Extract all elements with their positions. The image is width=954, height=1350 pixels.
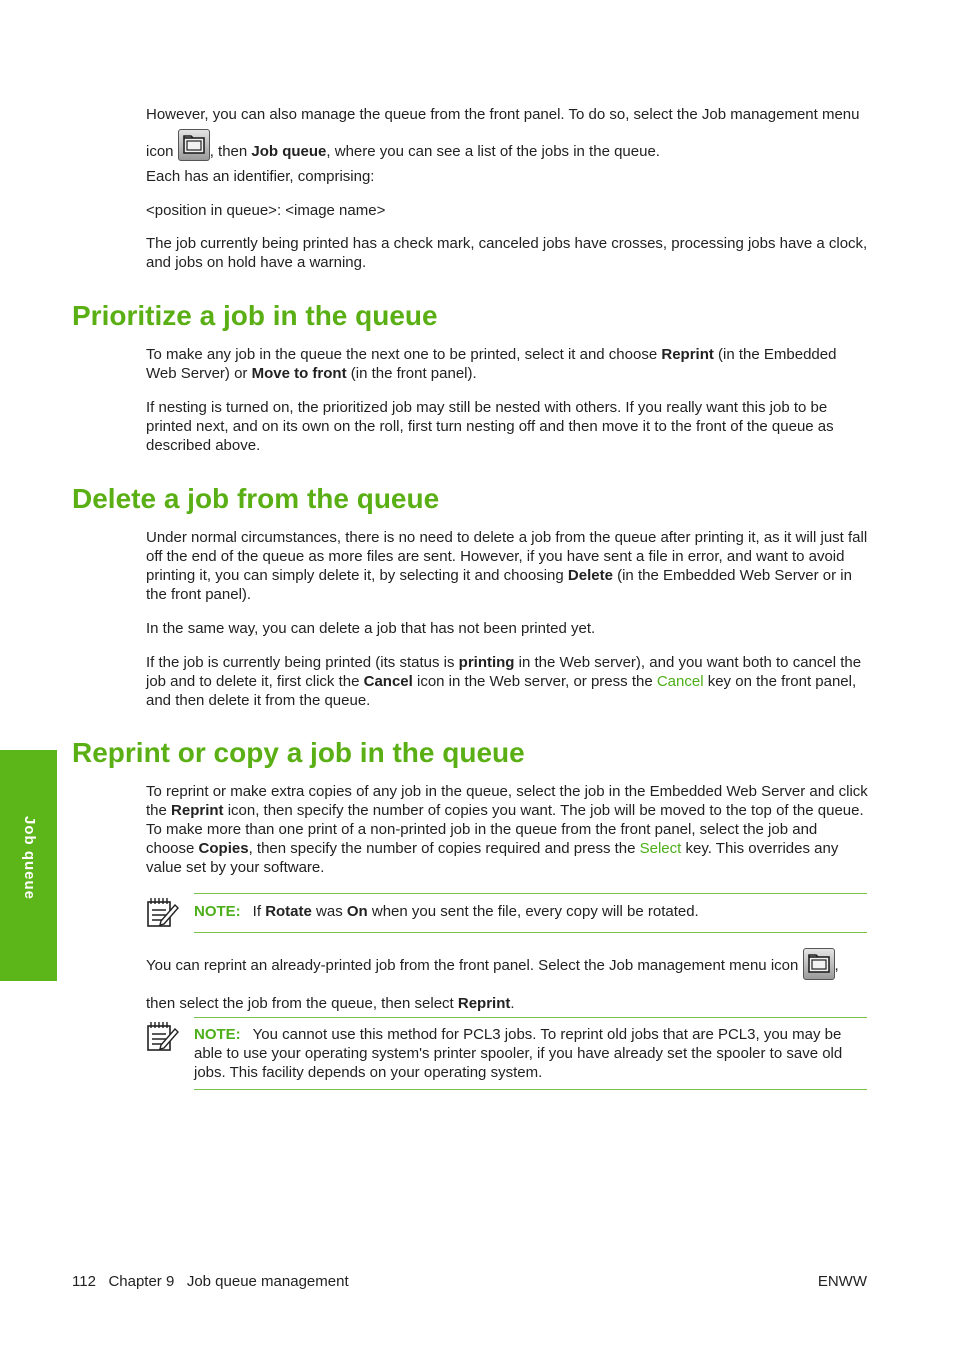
prioritize-paragraph-1: To make any job in the queue the next one to be printed, select it and choose Reprint (in the Embedded Web Server) or Move to front (in the front panel). <box>146 346 837 382</box>
heading-prioritize: Prioritize a job in the queue <box>72 300 438 331</box>
note-label: NOTE: <box>194 903 241 920</box>
note-label: NOTE: <box>194 1026 241 1043</box>
footer-chapter: Chapter 9 <box>108 1273 175 1290</box>
intro-paragraph-2: Each has an identifier, comprising: <box>146 168 375 185</box>
prioritize-paragraph-2: If nesting is turned on, the prioritized job may still be nested with others. If you really want this job to be printed next, and on its own on the roll, first turn nesting off and then move it to the front of the queue as described above. <box>146 399 834 454</box>
footer-right: ENWW <box>817 1273 867 1290</box>
intro-text: However, you can also manage the queue from the front panel. To do so, select the Job management menu icon <box>146 106 860 160</box>
reprint-paragraph-1: To reprint or make extra copies of any job in the queue, select the job in the Embedded Web Server and click the Reprint icon, then specify the number of copies you want. The job will be moved to the top of the queue. To make more than one print of a non-printed job in the queue from the front panel, select the job and choose Copies, then specify the number of copies required and press the Select key. This overrides any value set by your software. <box>146 783 868 876</box>
job-management-menu-icon <box>178 129 210 161</box>
reprint-paragraph-2: You can reprint an already-printed job from the front panel. Select the Job management menu icon , then select the job from the queue, then select Reprint. <box>146 947 868 1023</box>
intro-paragraph-1: However, you can also manage the queue from the front panel. To do so, select the Job management menu icon , then Job queue, where you can see a list of the jobs in the queue. <box>146 106 860 160</box>
chapter-side-tab-label: Job queue <box>21 816 38 901</box>
delete-paragraph-3: If the job is currently being printed (its status is printing in the Web server), and you want both to cancel the job and to delete it, first click the Cancel icon in the Web server, or press the Cancel key on the front panel, and then delete it from the queue. <box>146 654 862 709</box>
footer-chapter-title: Job queue management <box>186 1273 349 1290</box>
note-rotate <box>194 893 867 933</box>
cancel-key-label: Cancel <box>656 673 704 690</box>
intro-paragraph-3: <position in queue>: <image name> <box>146 202 386 219</box>
note-rotate-text: NOTE: If Rotate was On when you sent the file, every copy will be rotated. <box>194 903 699 920</box>
footer-left <box>72 1272 349 1291</box>
delete-paragraph-1: Under normal circumstances, there is no need to delete a job from the queue after printing it, as it will just fall off the end of the queue as more files are sent. However, if you have sent a file in error, and want to avoid printing it, you can simply delete it, by selecting it and choosing Delete (in the Embedded Web Server or in the front panel). <box>146 529 868 603</box>
intro-paragraph-4: The job currently being printed has a check mark, canceled jobs have crosses, processing jobs have a clock, and jobs on hold have a warning. <box>146 235 868 271</box>
delete-paragraph-2: In the same way, you can delete a job that has not been printed yet. <box>146 620 596 637</box>
note-pcl3-text: NOTE: You cannot use this method for PCL3 jobs. To reprint old jobs that are PCL3, you may be able to use your operating system's printer spooler, if you have already set the spooler to save old jobs. This facility depends on your operating system. <box>194 1026 843 1081</box>
note-icon <box>145 895 179 929</box>
page-number: 112 <box>72 1273 96 1290</box>
note-pcl3 <box>194 1017 867 1090</box>
heading-delete: Delete a job from the queue <box>72 483 440 514</box>
note-icon <box>145 1019 179 1053</box>
heading-reprint: Reprint or copy a job in the queue <box>72 737 525 768</box>
job-management-menu-icon <box>803 948 835 980</box>
select-key-label: Select <box>639 840 682 857</box>
